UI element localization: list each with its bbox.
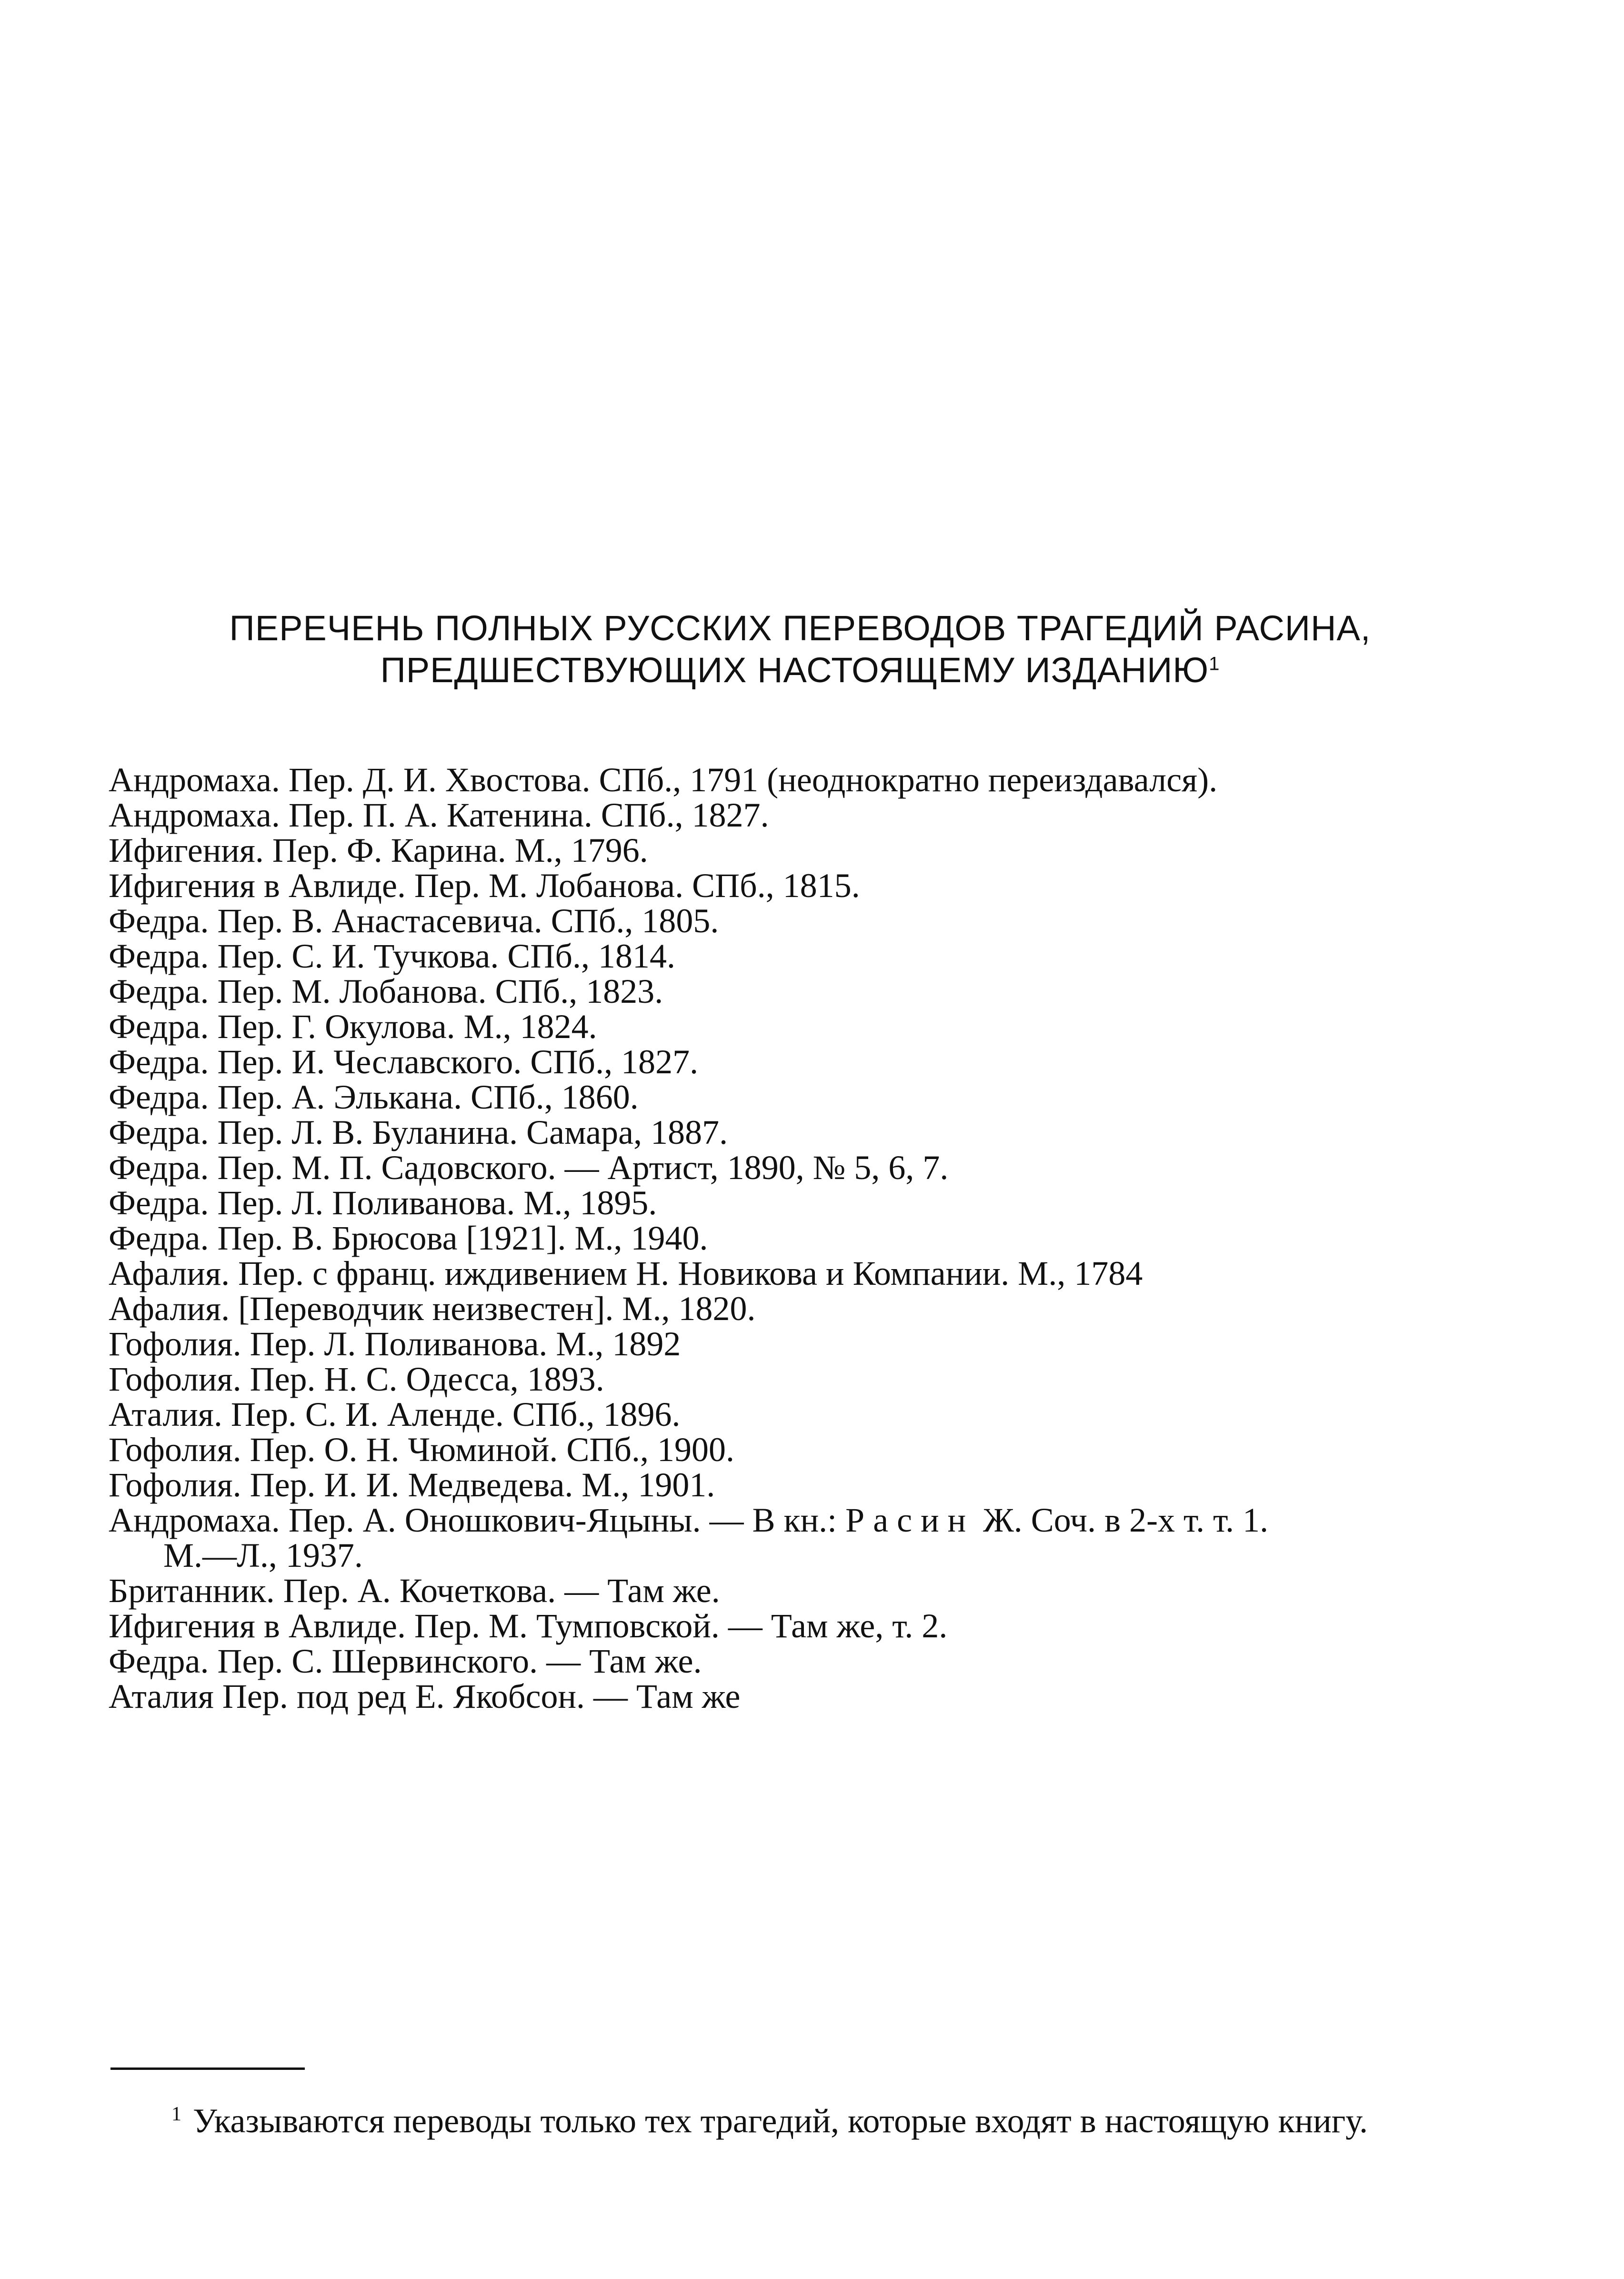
list-item: Федра. Пер. М. Лобанова. СПб., 1823. — [109, 972, 663, 1010]
list-item: Ифигения в Авлиде. Пер. М. Тумповской. — Там же, т. 2. — [109, 1607, 948, 1645]
title-line-2 — [119, 649, 1481, 691]
list-item: Федра. Пер. Л. В. Буланина. Самара, 1887. — [109, 1113, 728, 1151]
page-title — [119, 607, 1481, 691]
list-item: Федра. Пер. И. Чеславского. СПб., 1827. — [109, 1043, 699, 1081]
footnote-text: Указываются переводы только тех трагедий, которые входят в настоящую книгу. — [193, 2102, 1368, 2140]
list-item: Ифигения. Пер. Ф. Карина. М., 1796. — [109, 831, 648, 869]
list-item: Федра. Пер. М. П. Садовского. — Артист, 1890, № 5, 6, 7. — [109, 1149, 949, 1187]
list-item: Андромаха. Пер. Д. И. Хвостова. СПб., 1791 (неоднократно переиздавался). — [109, 761, 1218, 799]
list-item-andromakha-1937 — [109, 1503, 1514, 1538]
list-item: Гофолия. Пер. О. Н. Чюминой. СПб., 1900. — [109, 1431, 734, 1469]
title-footnote-mark: 1 — [1209, 653, 1220, 675]
entry-suffix: Ж. Соч. в 2-х т. т. 1. — [974, 1501, 1269, 1539]
list-item: Федра. Пер. Л. Поливанова. М., 1895. — [109, 1184, 657, 1222]
list-item: Федра. Пер. В. Брюсова [1921]. М., 1940. — [109, 1219, 708, 1257]
list-item: Британник. Пер. А. Кочеткова. — Там же. — [109, 1572, 720, 1610]
list-item: Аталия. Пер. С. И. Аленде. СПб., 1896. — [109, 1395, 681, 1433]
list-item: Федра. Пер. А. Элькана. СПб., 1860. — [109, 1078, 639, 1116]
list-item: Федра. Пер. В. Анастасевича. СПб., 1805. — [109, 902, 719, 940]
list-item: Афалия. Пер. с франц. иждивением Н. Новикова и Компании. М., 1784 — [109, 1254, 1143, 1292]
list-item: Андромаха. Пер. П. А. Катенина. СПб., 1827. — [109, 796, 769, 834]
footnote — [110, 2101, 1514, 2141]
list-item: Федра. Пер. С. Шервинского. — Там же. — [109, 1642, 702, 1680]
entry-author-spaced: Расин — [845, 1501, 975, 1539]
list-item: Гофолия. Пер. И. И. Медведева. М., 1901. — [109, 1466, 715, 1504]
title-line-2-text: ПРЕДШЕСТВУЮЩИХ НАСТОЯЩЕМУ ИЗДАНИЮ — [380, 650, 1209, 690]
footnote-mark: 1 — [171, 2103, 181, 2125]
list-item-continuation: М.—Л., 1937. — [163, 1536, 363, 1574]
footnote-divider — [110, 2067, 305, 2070]
list-item: Ифигения в Авлиде. Пер. М. Лобанова. СПб., 1815. — [109, 867, 860, 905]
translations-list — [109, 762, 1514, 1714]
list-item: Федра. Пер. С. И. Тучкова. СПб., 1814. — [109, 937, 676, 975]
list-item: Федра. Пер. Г. Окулова. М., 1824. — [109, 1008, 597, 1046]
list-item: Гофолия. Пер. Л. Поливанова. М., 1892 — [109, 1325, 681, 1363]
entry-prefix: Андромаха. Пер. А. Оношкович-Яцыны. — В кн.: — [109, 1501, 846, 1539]
title-line-1: ПЕРЕЧЕНЬ ПОЛНЫХ РУССКИХ ПЕРЕВОДОВ ТРАГЕДИЙ РАСИНА, — [229, 608, 1371, 648]
list-item: Гофолия. Пер. Н. С. Одесса, 1893. — [109, 1360, 604, 1398]
list-item: Аталия Пер. под ред Е. Якобсон. — Там же — [109, 1677, 741, 1715]
list-item: Афалия. [Переводчик неизвестен]. М., 1820. — [109, 1290, 756, 1328]
